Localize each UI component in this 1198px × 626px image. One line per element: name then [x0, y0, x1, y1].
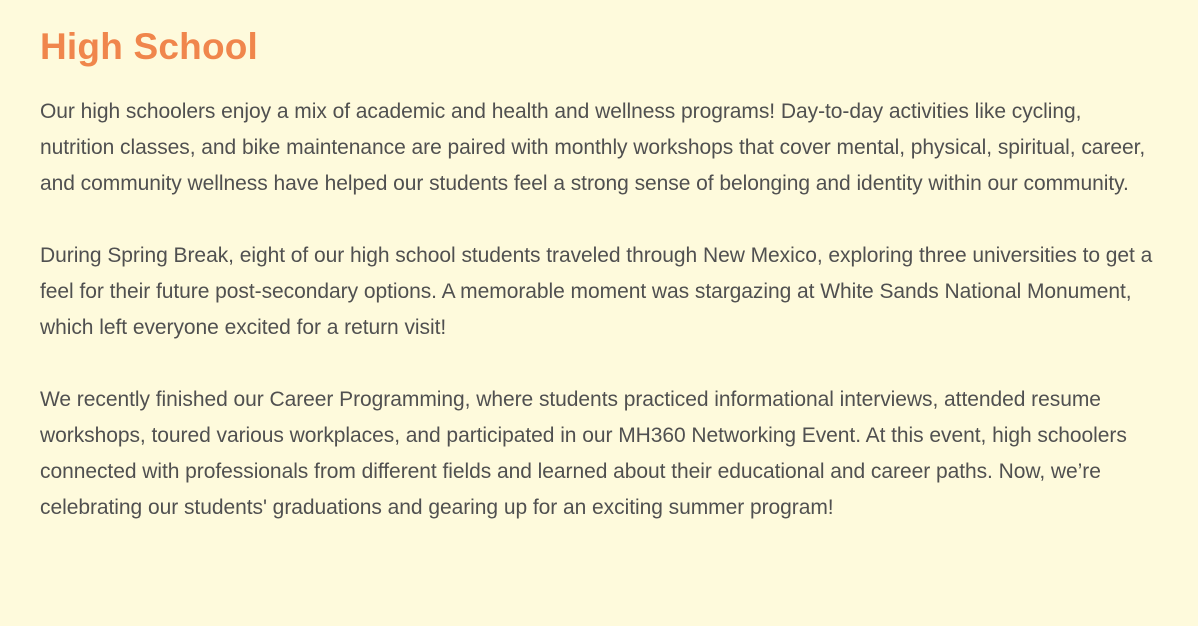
paragraph-career-programming: We recently finished our Career Programming, where students practiced informational interviews, attended resume workshops, toured various workplaces, and participated in our MH360 Networking Event. At this event, high schoolers connected with professionals from different fields and learned about their educational and career paths. Now, we’re celebrating our students' graduations and gearing up for an exciting summer program! [40, 388, 1127, 519]
high-school-section [40, 24, 1160, 562]
section-title: High School [40, 26, 259, 67]
paragraph-spring-break: During Spring Break, eight of our high school students traveled through New Mexico, exploring three universities to get a feel for their future post-secondary options. A memorable moment was stargazing at White Sands National Monument, which left everyone excited for a return visit! [40, 244, 1153, 339]
paragraph-programs: Our high schoolers enjoy a mix of academic and health and wellness programs! Day-to-day activities like cycling, nutrition classes, and bike maintenance are paired with monthly workshops that cover mental, physical, spiritual, career, and community wellness have helped our students feel a strong sense of belonging and identity within our community. [40, 100, 1146, 195]
